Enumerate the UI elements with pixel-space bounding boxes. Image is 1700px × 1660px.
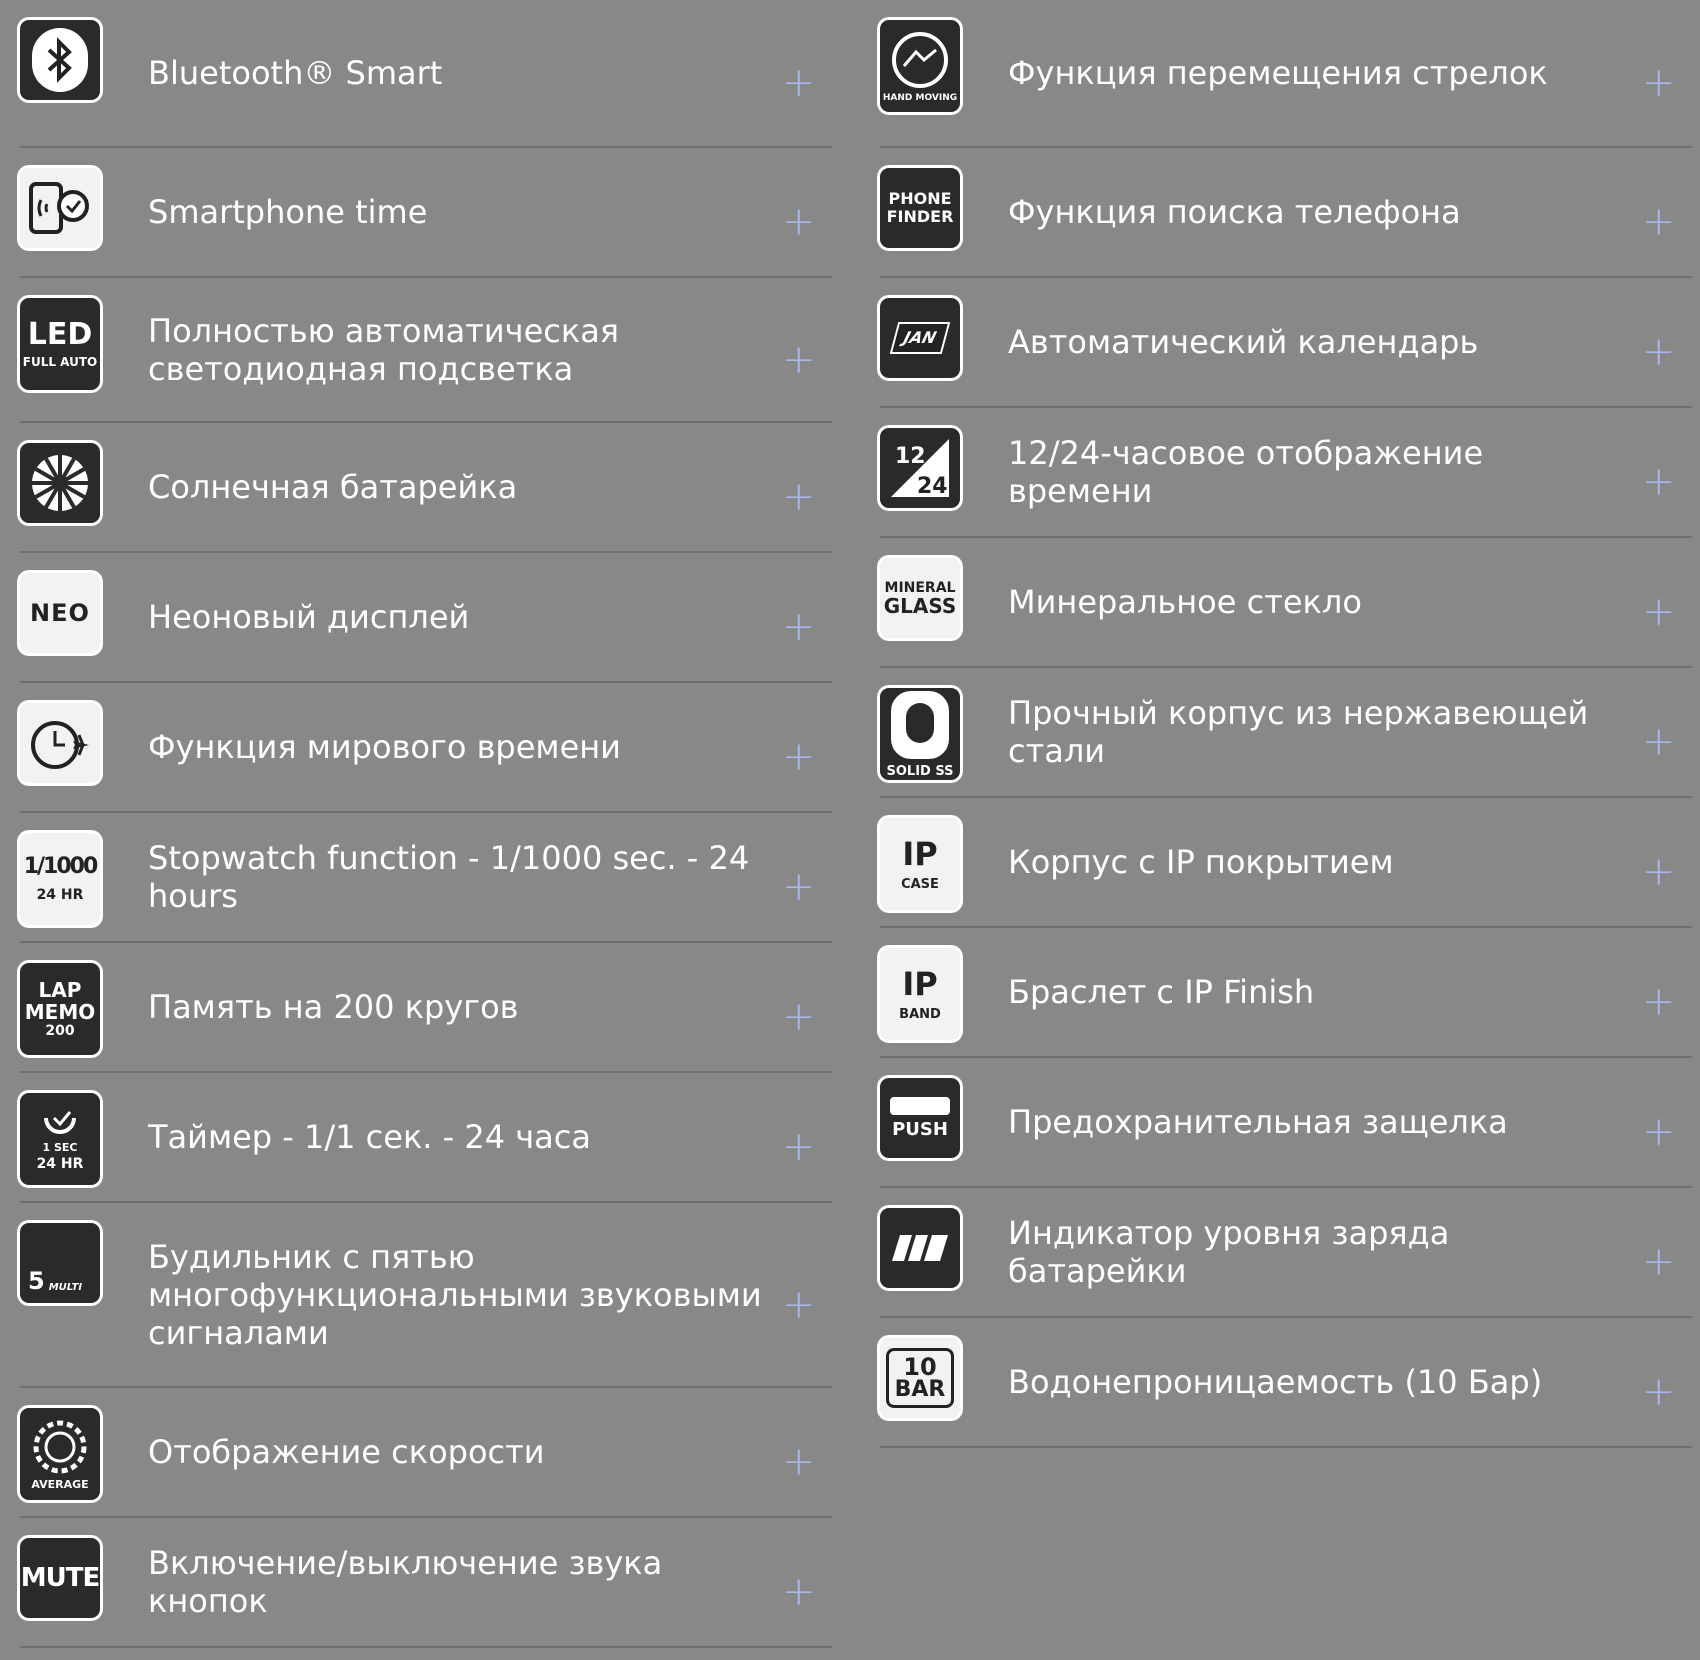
expand-plus-icon[interactable]: + [782, 1439, 816, 1485]
feature-item[interactable] [880, 408, 1692, 538]
feature-item[interactable] [880, 1058, 1692, 1188]
feature-item[interactable] [20, 1203, 832, 1388]
feature-item[interactable] [880, 278, 1692, 408]
expand-plus-icon[interactable]: + [782, 994, 816, 1040]
feature-label: Bluetooth® Smart [148, 54, 443, 92]
feature-label: Неоновый дисплей [148, 598, 470, 636]
timer-icon: 1 SEC 24 HR [20, 1093, 100, 1185]
feature-item[interactable] [20, 683, 832, 813]
12-24-icon [880, 428, 960, 508]
expand-plus-icon[interactable]: + [1642, 329, 1676, 375]
expand-plus-icon[interactable]: + [782, 864, 816, 910]
feature-label: Отображение скорости [148, 1433, 545, 1471]
mineral-glass-icon: MINERAL GLASS [880, 558, 960, 638]
battery-level-icon [880, 1208, 960, 1288]
feature-label: Водонепроницаемость (10 Бар) [1008, 1363, 1543, 1401]
expand-plus-icon[interactable]: + [782, 60, 816, 106]
feature-item[interactable] [880, 1188, 1692, 1318]
expand-plus-icon[interactable]: + [1642, 459, 1676, 505]
expand-plus-icon[interactable]: + [782, 1282, 816, 1328]
feature-item[interactable] [880, 798, 1692, 928]
led-full-auto-icon: LED FULL AUTO [20, 298, 100, 390]
feature-item[interactable] [880, 928, 1692, 1058]
expand-plus-icon[interactable]: + [1642, 979, 1676, 1025]
expand-plus-icon[interactable]: + [1642, 849, 1676, 895]
feature-label: Включение/выключение звука кнопок [148, 1544, 663, 1620]
feature-item[interactable] [880, 538, 1692, 668]
feature-label: Корпус с IP покрытием [1008, 843, 1394, 881]
feature-label: Солнечная батарейка [148, 468, 518, 506]
feature-label: Браслет с IP Finish [1008, 973, 1315, 1011]
neo-display-icon: NEO [20, 573, 100, 653]
expand-plus-icon[interactable]: + [782, 474, 816, 520]
feature-label: Минеральное стекло [1008, 583, 1362, 621]
ip-band-icon: IP BAND [880, 948, 960, 1040]
feature-item[interactable] [880, 148, 1692, 278]
feature-item[interactable] [20, 1388, 832, 1518]
expand-plus-icon[interactable]: + [1642, 60, 1676, 106]
feature-item[interactable] [880, 1318, 1692, 1448]
mute-icon: MUTE [20, 1538, 100, 1618]
expand-plus-icon[interactable]: + [1642, 1369, 1676, 1415]
expand-plus-icon[interactable]: + [782, 604, 816, 650]
push-clasp-icon: PUSH [880, 1078, 960, 1158]
solar-icon [20, 443, 100, 523]
feature-item[interactable] [20, 1073, 832, 1203]
expand-plus-icon[interactable]: + [1642, 589, 1676, 635]
feature-item[interactable] [20, 813, 832, 943]
feature-item[interactable] [880, 668, 1692, 798]
feature-item[interactable] [20, 1518, 832, 1648]
expand-plus-icon[interactable]: + [782, 1569, 816, 1615]
feature-label: Будильник с пятью многофункциональными звуковыми сигналами [148, 1237, 762, 1352]
feature-label: Функция мирового времени [148, 728, 621, 766]
feature-label: Память на 200 кругов [148, 988, 519, 1026]
stopwatch-icon: 1/1000 24 HR [20, 833, 100, 925]
feature-item[interactable] [20, 0, 832, 148]
feature-label: Smartphone time [148, 193, 428, 231]
expand-plus-icon[interactable]: + [1642, 719, 1676, 765]
feature-label: Прочный корпус из нержавеющей стали [1008, 694, 1589, 770]
expand-plus-icon[interactable]: + [1642, 199, 1676, 245]
lap-memo-icon: LAP MEMO 200 [20, 963, 100, 1055]
expand-plus-icon[interactable]: + [1642, 1109, 1676, 1155]
expand-plus-icon[interactable]: + [782, 337, 816, 383]
feature-label: Функция поиска телефона [1008, 193, 1461, 231]
feature-item[interactable] [20, 423, 832, 553]
feature-label: Автоматический календарь [1008, 323, 1479, 361]
feature-label: Таймер - 1/1 сек. - 24 часа [148, 1118, 591, 1156]
features-column-left [20, 0, 832, 1648]
alarm-multi-icon: 5 MULTI [20, 1223, 100, 1303]
feature-label: Предохранительная защелка [1008, 1103, 1508, 1141]
feature-item[interactable] [20, 553, 832, 683]
features-column-right [880, 0, 1692, 1448]
world-time-icon [20, 703, 100, 783]
feature-item[interactable] [880, 0, 1692, 148]
hand-moving-icon: HAND MOVING [880, 20, 960, 112]
calendar-icon: JAN [880, 298, 960, 378]
feature-item[interactable] [20, 943, 832, 1073]
phone-finder-icon: PHONE FINDER [880, 168, 960, 248]
expand-plus-icon[interactable]: + [782, 1124, 816, 1170]
svg-text:24: 24 [917, 474, 948, 499]
expand-plus-icon[interactable]: + [1642, 1239, 1676, 1285]
ip-case-icon: IP CASE [880, 818, 960, 910]
bluetooth-icon [20, 20, 100, 100]
expand-plus-icon[interactable]: + [782, 734, 816, 780]
feature-label: 12/24-часовое отображение времени [1008, 434, 1484, 510]
feature-label: Функция перемещения стрелок [1008, 54, 1548, 92]
speed-average-icon: AVERAGE [20, 1408, 100, 1500]
smartphone-time-icon [20, 168, 100, 248]
expand-plus-icon[interactable]: + [782, 199, 816, 245]
solid-ss-icon: SOLID SS [880, 688, 960, 780]
feature-item[interactable] [20, 148, 832, 278]
feature-label: Индикатор уровня заряда батарейки [1008, 1214, 1450, 1290]
feature-label: Stopwatch function - 1/1000 sec. - 24 hours [148, 839, 750, 915]
feature-item[interactable] [20, 278, 832, 423]
svg-text:12: 12 [895, 444, 926, 469]
feature-label: Полностью автоматическая светодиодная подсветка [148, 311, 620, 388]
water-resist-icon: 10 BAR [880, 1338, 960, 1418]
